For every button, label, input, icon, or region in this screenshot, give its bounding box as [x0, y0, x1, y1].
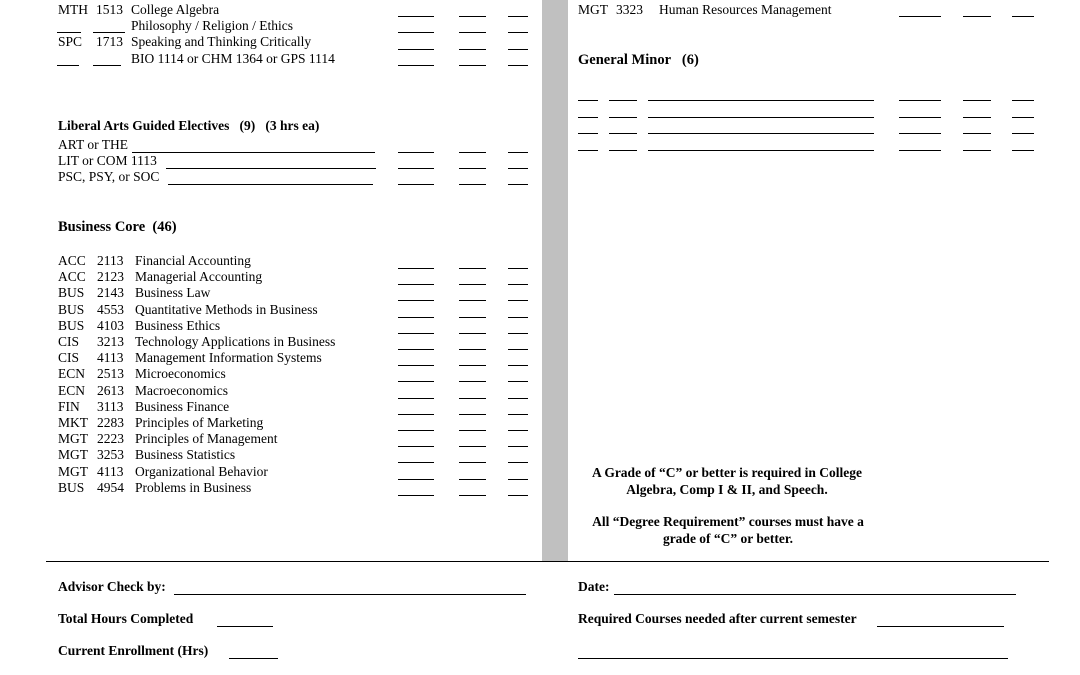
course-title: Principles of Marketing: [135, 415, 264, 430]
course-title: Financial Accounting: [135, 253, 251, 268]
grade-blank[interactable]: [648, 133, 874, 134]
grade-blank[interactable]: [398, 317, 434, 318]
section-heading: [578, 52, 699, 68]
grade-blank[interactable]: [508, 184, 528, 185]
course-num: 4113: [97, 464, 124, 479]
course-dept: CIS: [58, 350, 80, 365]
grade-blank[interactable]: [508, 32, 528, 33]
grade-blank[interactable]: [398, 446, 434, 447]
grade-blank[interactable]: [508, 333, 528, 334]
grade-note: A Grade of “C” or better is required in College Algebra, Comp I & II, and Speech.: [591, 465, 863, 497]
grade-blank[interactable]: [398, 414, 434, 415]
footer-separator: [46, 561, 1049, 562]
section-heading: [58, 219, 177, 235]
course-num: 2513: [97, 366, 124, 381]
course-dept: MGT: [58, 464, 88, 479]
elective-blank[interactable]: [166, 168, 376, 169]
grade-blank[interactable]: [459, 462, 486, 463]
course-num: 1713: [96, 34, 123, 49]
course-num: 4553: [97, 302, 124, 317]
grade-blank[interactable]: [459, 414, 486, 415]
section-heading: [58, 118, 319, 134]
general-minor-heading: General Minor: [578, 52, 672, 68]
grade-blank[interactable]: [899, 133, 941, 134]
elective-blank[interactable]: [168, 184, 373, 185]
course-num: 4113: [97, 350, 124, 365]
grade-blank[interactable]: [398, 430, 434, 431]
grade-blank[interactable]: [459, 398, 486, 399]
grade-blank[interactable]: [459, 381, 486, 382]
course-title: Quantitative Methods in Business: [135, 302, 318, 317]
grade-blank[interactable]: [899, 100, 941, 101]
required-courses-blank[interactable]: [877, 626, 1004, 627]
grade-blank[interactable]: [508, 317, 528, 318]
grade-blank[interactable]: [899, 16, 941, 17]
grade-blank[interactable]: [963, 117, 991, 118]
grade-blank[interactable]: [1012, 100, 1034, 101]
grade-blank[interactable]: [459, 16, 486, 17]
grade-blank[interactable]: [963, 16, 991, 17]
course-title: Organizational Behavior: [135, 464, 268, 479]
course-dept: CIS: [58, 334, 80, 349]
course-dept: FIN: [58, 399, 80, 414]
grade-blank[interactable]: [398, 152, 434, 153]
course-dept: BUS: [58, 285, 85, 300]
course-title: Problems in Business: [135, 480, 252, 495]
course-title: Philosophy / Religion / Ethics: [131, 18, 294, 33]
grade-blank[interactable]: [459, 65, 486, 66]
course-title: College Algebra: [131, 2, 220, 17]
grade-blank[interactable]: [1012, 133, 1034, 134]
grade-blank[interactable]: [459, 184, 486, 185]
course-num: 2143: [97, 285, 124, 300]
grade-blank[interactable]: [609, 100, 637, 101]
grade-blank[interactable]: [459, 479, 486, 480]
elective-label: ART or THE: [58, 137, 128, 152]
grade-blank[interactable]: [508, 495, 528, 496]
grade-blank[interactable]: [398, 184, 434, 185]
dept-blank[interactable]: [57, 32, 81, 33]
course-num: 3113: [97, 399, 124, 414]
course-num: 2613: [97, 383, 124, 398]
course-title: Principles of Management: [135, 431, 278, 446]
grade-blank[interactable]: [508, 381, 528, 382]
grade-blank[interactable]: [963, 133, 991, 134]
course-dept: MKT: [58, 415, 88, 430]
grade-blank[interactable]: [459, 168, 486, 169]
grade-blank[interactable]: [648, 150, 874, 151]
required-courses-label: Required Courses needed after current semester: [578, 611, 857, 626]
grade-blank[interactable]: [648, 100, 874, 101]
grade-blank[interactable]: [508, 349, 528, 350]
elective-blank[interactable]: [132, 152, 375, 153]
liberal-arts-note: (3 hrs ea): [265, 118, 320, 133]
grade-blank[interactable]: [508, 49, 528, 50]
required-courses-blank-2[interactable]: [578, 658, 1008, 659]
course-title: Business Ethics: [135, 318, 221, 333]
grade-blank[interactable]: [459, 284, 486, 285]
advisor-label: Advisor Check by:: [58, 579, 166, 594]
course-dept: BUS: [58, 318, 85, 333]
general-minor-hours: (6): [681, 52, 699, 68]
grade-blank[interactable]: [508, 65, 528, 66]
course-title: Microeconomics: [135, 366, 226, 381]
grade-blank[interactable]: [578, 100, 598, 101]
grade-blank[interactable]: [398, 333, 434, 334]
grade-blank[interactable]: [508, 300, 528, 301]
course-dept: MTH: [58, 2, 88, 17]
course-dept: BUS: [58, 480, 85, 495]
grade-blank[interactable]: [963, 150, 991, 151]
course-dept: SPC: [58, 34, 83, 49]
course-title: Speaking and Thinking Critically: [131, 34, 312, 49]
course-num: 3213: [97, 334, 124, 349]
grade-blank[interactable]: [459, 365, 486, 366]
grade-blank[interactable]: [398, 381, 434, 382]
course-dept: MGT: [578, 2, 608, 17]
grade-blank[interactable]: [508, 168, 528, 169]
grade-blank[interactable]: [963, 100, 991, 101]
grade-blank[interactable]: [459, 349, 486, 350]
business-core-heading: Business Core: [58, 219, 146, 235]
num-blank[interactable]: [93, 32, 125, 33]
grade-blank[interactable]: [398, 49, 434, 50]
course-title: Business Law: [135, 285, 211, 300]
grade-blank[interactable]: [899, 117, 941, 118]
grade-blank[interactable]: [578, 150, 598, 151]
current-enrollment-blank[interactable]: [229, 658, 278, 659]
grade-blank[interactable]: [398, 16, 434, 17]
grade-blank[interactable]: [1012, 150, 1034, 151]
grade-blank[interactable]: [578, 133, 598, 134]
grade-blank[interactable]: [609, 117, 637, 118]
course-num: 4103: [97, 318, 124, 333]
course-num: 3253: [97, 447, 124, 462]
course-num: 2223: [97, 431, 124, 446]
grade-blank[interactable]: [398, 300, 434, 301]
grade-blank[interactable]: [609, 133, 637, 134]
grade-blank[interactable]: [508, 268, 528, 269]
business-core-hours: (46): [152, 219, 177, 235]
course-num: 2283: [97, 415, 124, 430]
course-dept: ECN: [58, 366, 85, 381]
grade-blank[interactable]: [398, 168, 434, 169]
grade-blank[interactable]: [899, 150, 941, 151]
grade-blank[interactable]: [459, 268, 486, 269]
grade-blank[interactable]: [398, 365, 434, 366]
course-num: 3323: [616, 2, 643, 17]
liberal-arts-heading: Liberal Arts Guided Electives: [58, 118, 230, 133]
grade-blank[interactable]: [508, 16, 528, 17]
course-title: Managerial Accounting: [135, 269, 263, 284]
course-title: Business Statistics: [135, 447, 236, 462]
grade-blank[interactable]: [398, 462, 434, 463]
course-dept: MGT: [58, 431, 88, 446]
grade-blank[interactable]: [508, 430, 528, 431]
course-dept: ACC: [58, 269, 86, 284]
grade-blank[interactable]: [398, 32, 434, 33]
total-hours-blank[interactable]: [217, 626, 273, 627]
date-label: Date:: [578, 579, 610, 594]
total-hours-label: Total Hours Completed: [58, 611, 194, 626]
grade-blank[interactable]: [508, 365, 528, 366]
liberal-arts-hours: (9): [239, 118, 256, 133]
current-enrollment-label: Current Enrollment (Hrs): [58, 643, 209, 658]
grade-blank[interactable]: [1012, 117, 1034, 118]
elective-label: LIT or COM 1113: [58, 153, 157, 168]
num-blank[interactable]: [93, 65, 121, 66]
grade-blank[interactable]: [398, 268, 434, 269]
grade-blank[interactable]: [508, 462, 528, 463]
course-num: 2113: [97, 253, 124, 268]
course-title: Human Resources Management: [659, 2, 832, 17]
grade-blank[interactable]: [398, 398, 434, 399]
grade-blank[interactable]: [398, 495, 434, 496]
course-dept: ACC: [58, 253, 86, 268]
grade-blank[interactable]: [508, 152, 528, 153]
column-divider: [542, 0, 568, 562]
grade-blank[interactable]: [459, 152, 486, 153]
grade-blank[interactable]: [398, 284, 434, 285]
grade-blank[interactable]: [578, 117, 598, 118]
grade-blank[interactable]: [459, 49, 486, 50]
grade-blank[interactable]: [459, 300, 486, 301]
grade-blank[interactable]: [1012, 16, 1034, 17]
grade-blank[interactable]: [398, 349, 434, 350]
grade-blank[interactable]: [508, 446, 528, 447]
dept-blank[interactable]: [57, 65, 79, 66]
course-title: Technology Applications in Business: [135, 334, 336, 349]
grade-blank[interactable]: [459, 495, 486, 496]
grade-blank[interactable]: [459, 333, 486, 334]
grade-blank[interactable]: [459, 430, 486, 431]
course-num: 1513: [96, 2, 123, 17]
grade-blank[interactable]: [459, 32, 486, 33]
grade-blank[interactable]: [459, 446, 486, 447]
grade-blank[interactable]: [459, 317, 486, 318]
course-title: Business Finance: [135, 399, 230, 414]
course-title: BIO 1114 or CHM 1364 or GPS 1114: [131, 51, 335, 66]
date-blank[interactable]: [614, 594, 1016, 595]
course-title: Macroeconomics: [135, 383, 228, 398]
course-num: 2123: [97, 269, 124, 284]
grade-blank[interactable]: [398, 65, 434, 66]
grade-blank[interactable]: [508, 414, 528, 415]
degree-note: All “Degree Requirement” courses must have a grade of “C” or better.: [592, 514, 864, 546]
elective-label: PSC, PSY, or SOC: [58, 169, 160, 184]
grade-blank[interactable]: [508, 479, 528, 480]
course-dept: MGT: [58, 447, 88, 462]
grade-blank[interactable]: [508, 284, 528, 285]
grade-blank[interactable]: [508, 398, 528, 399]
grade-blank[interactable]: [609, 150, 637, 151]
grade-blank[interactable]: [648, 117, 874, 118]
grade-blank[interactable]: [398, 479, 434, 480]
course-dept: BUS: [58, 302, 85, 317]
course-dept: ECN: [58, 383, 85, 398]
course-title: Management Information Systems: [135, 350, 322, 365]
advisor-blank[interactable]: [174, 594, 526, 595]
course-num: 4954: [97, 480, 124, 495]
